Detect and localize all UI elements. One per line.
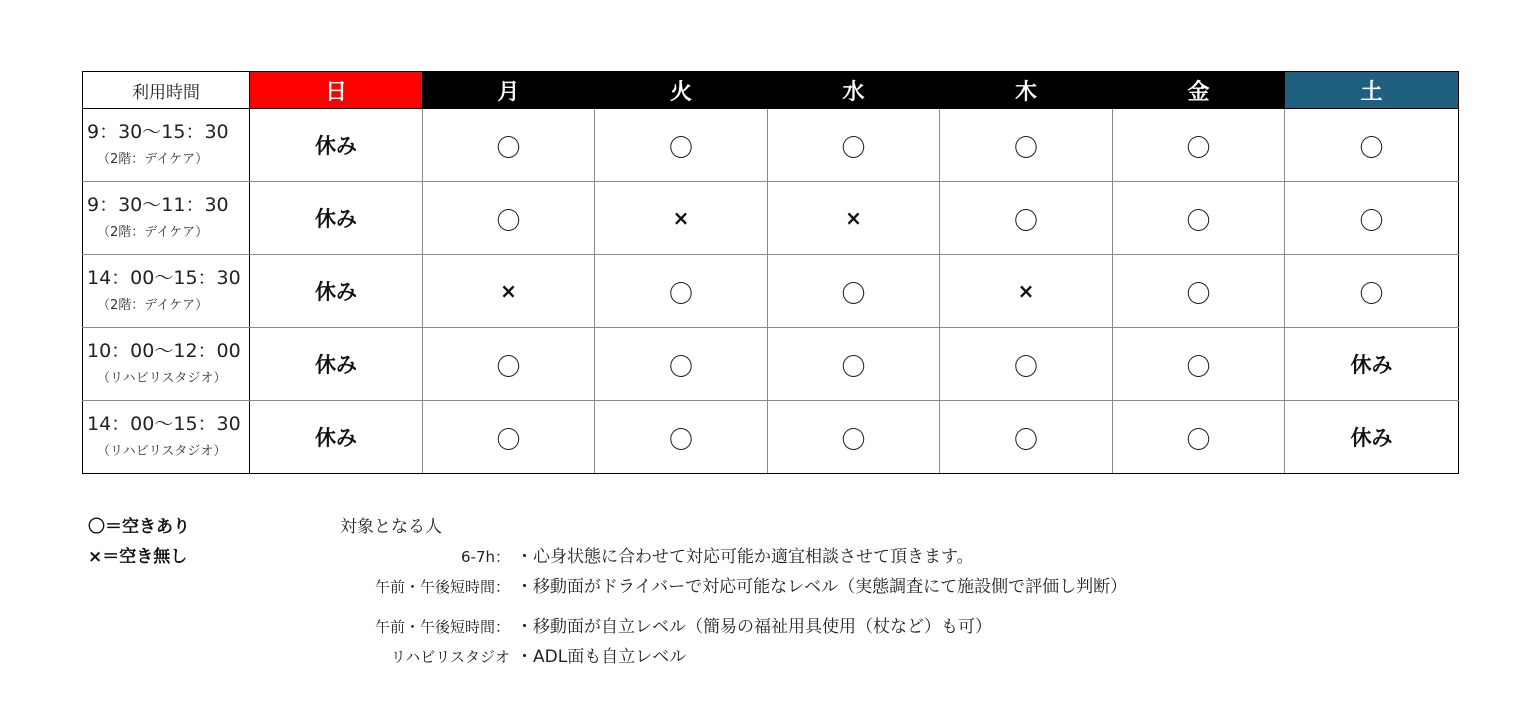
availability-cell-tue: × (595, 182, 768, 255)
availability-cell-fri: 〇 (1113, 401, 1285, 474)
availability-cell-sun: 休み (250, 182, 423, 255)
time-range: 10：00〜12：00 (87, 340, 241, 362)
schedule-row (83, 182, 1459, 255)
note-item (340, 542, 1127, 572)
availability-cell-wed: 〇 (768, 109, 940, 182)
schedule-row (83, 328, 1459, 401)
time-range: 9：30〜11：30 (87, 194, 229, 216)
day-header-thu: 木 (940, 72, 1113, 109)
availability-cell-fri: 〇 (1113, 109, 1285, 182)
header-row (83, 72, 1459, 109)
availability-cell-sat: 〇 (1285, 109, 1459, 182)
availability-cell-wed: × (768, 182, 940, 255)
day-header-fri: 金 (1113, 72, 1285, 109)
eligibility-notes (340, 512, 1127, 672)
availability-cell-sat: 〇 (1285, 255, 1459, 328)
availability-cell-tue: 〇 (595, 255, 768, 328)
availability-cell-fri: 〇 (1113, 328, 1285, 401)
availability-cell-mon: 〇 (423, 182, 595, 255)
availability-cell-fri: 〇 (1113, 182, 1285, 255)
availability-cell-tue: 〇 (595, 109, 768, 182)
availability-cell-sat: 休み (1285, 328, 1459, 401)
availability-cell-tue: 〇 (595, 328, 768, 401)
availability-cell-mon: × (423, 255, 595, 328)
availability-cell-wed: 〇 (768, 255, 940, 328)
day-header-sat: 土 (1285, 72, 1459, 109)
schedule-row (83, 109, 1459, 182)
availability-cell-sun: 休み (250, 255, 423, 328)
availability-cell-mon: 〇 (423, 328, 595, 401)
day-header-wed: 水 (768, 72, 940, 109)
time-location: （リハビリスタジオ） (97, 371, 227, 386)
legend-available: 〇＝空きあり (88, 517, 190, 537)
availability-cell-sat: 休み (1285, 401, 1459, 474)
availability-cell-mon: 〇 (423, 109, 595, 182)
time-range: 14：00〜15：30 (87, 267, 241, 289)
time-slot-cell (83, 109, 250, 182)
time-slot-cell (83, 182, 250, 255)
availability-cell-mon: 〇 (423, 401, 595, 474)
note-text: ・ADL面も自立レベル (516, 647, 687, 667)
time-location: （2階：デイケア） (97, 225, 209, 240)
time-location: （2階：デイケア） (97, 152, 209, 167)
note-text: ・移動面がドライバーで対応可能なレベル（実態調査にて施設側で評価し判断） (516, 577, 1128, 597)
note-item (340, 642, 1127, 672)
availability-cell-sat: 〇 (1285, 182, 1459, 255)
availability-cell-thu: 〇 (940, 109, 1113, 182)
schedule-row (83, 255, 1459, 328)
note-label: 午前・午後短時間： (374, 578, 510, 596)
day-header-sun: 日 (250, 72, 423, 109)
availability-cell-tue: 〇 (595, 401, 768, 474)
note-label: 午前・午後短時間： (374, 618, 510, 636)
note-item (340, 572, 1127, 602)
availability-cell-thu: 〇 (940, 328, 1113, 401)
notes-title: 対象となる人 (340, 517, 442, 537)
availability-cell-thu: × (940, 255, 1113, 328)
schedule-row (83, 401, 1459, 474)
availability-cell-sun: 休み (250, 328, 423, 401)
availability-cell-thu: 〇 (940, 401, 1113, 474)
note-label: 6-7h： (460, 548, 510, 566)
schedule-table (82, 71, 1459, 474)
time-location: （リハビリスタジオ） (97, 444, 227, 459)
time-slot-cell (83, 255, 250, 328)
note-text: ・移動面が自立レベル（簡易の福祉用具使用（杖など）も可） (516, 617, 992, 637)
day-header-mon: 月 (423, 72, 595, 109)
availability-cell-sun: 休み (250, 109, 423, 182)
time-location: （2階：デイケア） (97, 298, 209, 313)
time-slot-cell (83, 401, 250, 474)
note-item (340, 612, 1127, 642)
availability-cell-thu: 〇 (940, 182, 1113, 255)
time-column-header: 利用時間 (83, 72, 250, 109)
note-label: リハビリスタジオ (390, 648, 510, 666)
note-text: ・心身状態に合わせて対応可能か適宜相談させて頂きます。 (516, 547, 974, 567)
legend-unavailable: ×＝空き無し (88, 547, 188, 567)
time-range: 14：00〜15：30 (87, 413, 241, 435)
availability-cell-fri: 〇 (1113, 255, 1285, 328)
time-range: 9：30〜15：30 (87, 121, 229, 143)
availability-cell-wed: 〇 (768, 328, 940, 401)
day-header-tue: 火 (595, 72, 768, 109)
time-slot-cell (83, 328, 250, 401)
availability-cell-sun: 休み (250, 401, 423, 474)
legend (88, 512, 190, 572)
availability-cell-wed: 〇 (768, 401, 940, 474)
